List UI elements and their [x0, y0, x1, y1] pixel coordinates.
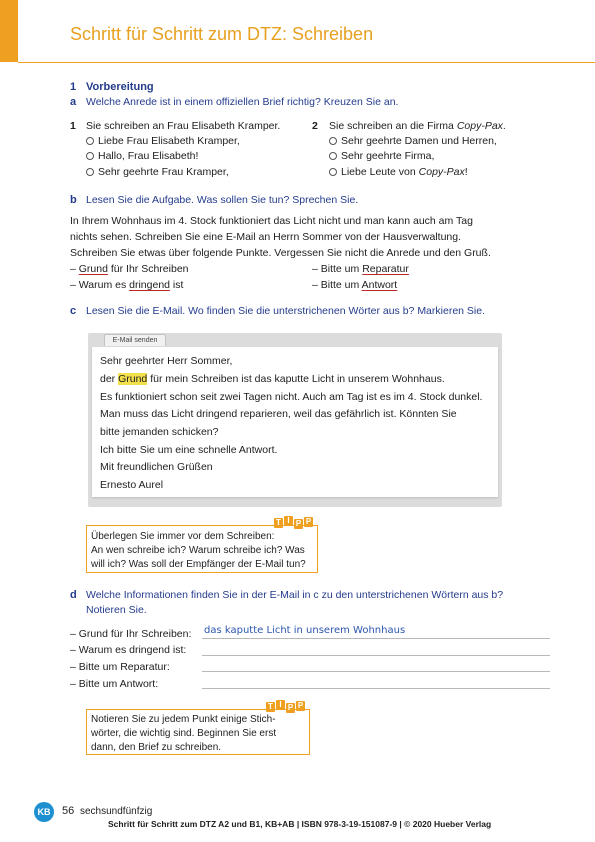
page-number: 56	[62, 805, 75, 817]
page-number-word: sechsundfünfzig	[80, 806, 153, 817]
email-line: Man muss das Licht dringend reparieren, weil das gefährlich ist. Könnten Sie	[100, 408, 457, 420]
header-accent-bar	[0, 0, 18, 62]
email-line: der Grund für mein Schreiben ist das kaputte Licht in unserem Wohnhaus.	[100, 373, 445, 385]
answer-line[interactable]	[202, 655, 550, 656]
task-b-instruction: Lesen Sie die Aufgabe. Was sollen Sie tun? Sprechen Sie.	[86, 194, 359, 206]
email-line: Ernesto Aurel	[100, 479, 164, 491]
question-1-number: 1	[70, 120, 76, 132]
page-title: Schritt für Schritt zum DTZ: Schreiben	[70, 24, 374, 44]
email-line: bitte jemanden schicken?	[100, 426, 219, 438]
answer-text[interactable]: das kaputte Licht in unserem Wohnhaus	[204, 625, 406, 636]
task-paragraph-line: nichts sehen. Schreiben Sie eine E-Mail an Herrn Sommer von der Hausverwaltung.	[70, 231, 462, 243]
tip-label: T I P P	[266, 702, 305, 712]
q1-option-1[interactable]: Liebe Frau Elisabeth Kramper,	[86, 134, 240, 148]
task-d-instruction: Notieren Sie.	[86, 604, 147, 616]
highlighted-word: Grund	[118, 373, 148, 385]
answer-label: – Warum es dringend ist:	[70, 644, 187, 656]
radio-button[interactable]	[86, 168, 94, 176]
point-reparatur: – Bitte um Reparatur	[312, 263, 409, 275]
section-number: 1	[70, 81, 77, 93]
answer-label: – Grund für Ihr Schreiben:	[70, 628, 192, 640]
email-line: Sehr geehrter Herr Sommer,	[100, 355, 233, 367]
task-d-letter: d	[70, 589, 77, 601]
task-b-letter: b	[70, 194, 77, 206]
header-divider	[18, 62, 595, 63]
answer-label: – Bitte um Antwort:	[70, 678, 159, 690]
tip-label: T I P P	[274, 518, 313, 528]
question-2-number: 2	[312, 120, 318, 132]
radio-button[interactable]	[329, 168, 337, 176]
email-line: Ich bitte Sie um eine schnelle Antwort.	[100, 444, 278, 456]
email-line: Es funktioniert schon seit zwei Tagen nicht. Auch am Tag ist es im 4. Stock dunkel.	[100, 391, 483, 403]
answer-line[interactable]	[202, 638, 550, 639]
tip-text-line: Überlegen Sie immer vor dem Schreiben:	[91, 531, 275, 542]
task-d-instruction: Welche Informationen finden Sie in der E-Mail in c zu den unterstrichenen Wörtern aus b?	[86, 589, 504, 601]
radio-button[interactable]	[329, 137, 337, 145]
section-title: Vorbereitung	[86, 81, 154, 93]
radio-button[interactable]	[329, 152, 337, 160]
tip-text-line: An wen schreibe ich? Warum schreibe ich? Was	[91, 545, 305, 556]
answer-line[interactable]	[202, 688, 550, 689]
task-a-instruction: Welche Anrede ist in einem offiziellen Brief richtig? Kreuzen Sie an.	[86, 96, 399, 108]
tip-text-line: Notieren Sie zu jedem Punkt einige Stich-	[91, 714, 276, 725]
email-body	[92, 347, 498, 497]
tip-text-line: will ich? Was soll der Empfänger der E-Mail tun?	[91, 559, 306, 570]
email-line: Mit freundlichen Grüßen	[100, 461, 213, 473]
q1-option-2[interactable]: Hallo, Frau Elisabeth!	[86, 149, 198, 163]
radio-button[interactable]	[86, 152, 94, 160]
answer-label: – Bitte um Reparatur:	[70, 661, 170, 673]
question-1-prompt: Sie schreiben an Frau Elisabeth Kramper.	[86, 120, 281, 132]
task-paragraph-line: Schreiben Sie etwas über folgende Punkte. Vergessen Sie nicht die Anrede und den Gruß.	[70, 247, 491, 259]
tip-text-line: wörter, die wichtig sind. Beginnen Sie erst	[91, 728, 277, 739]
tip-text-line: dann, den Brief zu schreiben.	[91, 742, 222, 753]
task-paragraph-line: In Ihrem Wohnhaus im 4. Stock funktioniert das Licht nicht und man kann auch am Tag	[70, 215, 473, 227]
point-dringend: – Warum es dringend ist	[70, 279, 184, 291]
kb-badge: KB	[34, 802, 54, 822]
q2-option-2[interactable]: Sehr geehrte Firma,	[329, 149, 434, 163]
point-grund: – Grund für Ihr Schreiben	[70, 263, 189, 275]
email-send-tab[interactable]: E-Mail senden	[104, 334, 166, 346]
footer-credit: Schritt für Schritt zum DTZ A2 und B1, KB+AB | ISBN 978-3-19-151087-9 | © 2020 Hueber Verlag	[108, 819, 492, 829]
task-c-letter: c	[70, 305, 77, 317]
answer-line[interactable]	[202, 671, 550, 672]
question-2-prompt: Sie schreiben an die Firma Copy-Pax.	[329, 120, 506, 132]
radio-button[interactable]	[86, 137, 94, 145]
point-antwort: – Bitte um Antwort	[312, 279, 398, 291]
task-c-instruction: Lesen Sie die E-Mail. Wo finden Sie die unterstrichenen Wörter aus b? Markieren Sie.	[86, 305, 486, 317]
q2-option-3[interactable]: Liebe Leute von Copy-Pax!	[329, 165, 468, 179]
q1-option-3[interactable]: Sehr geehrte Frau Kramper,	[86, 165, 229, 179]
task-a-letter: a	[70, 96, 77, 108]
q2-option-1[interactable]: Sehr geehrte Damen und Herren,	[329, 134, 497, 148]
